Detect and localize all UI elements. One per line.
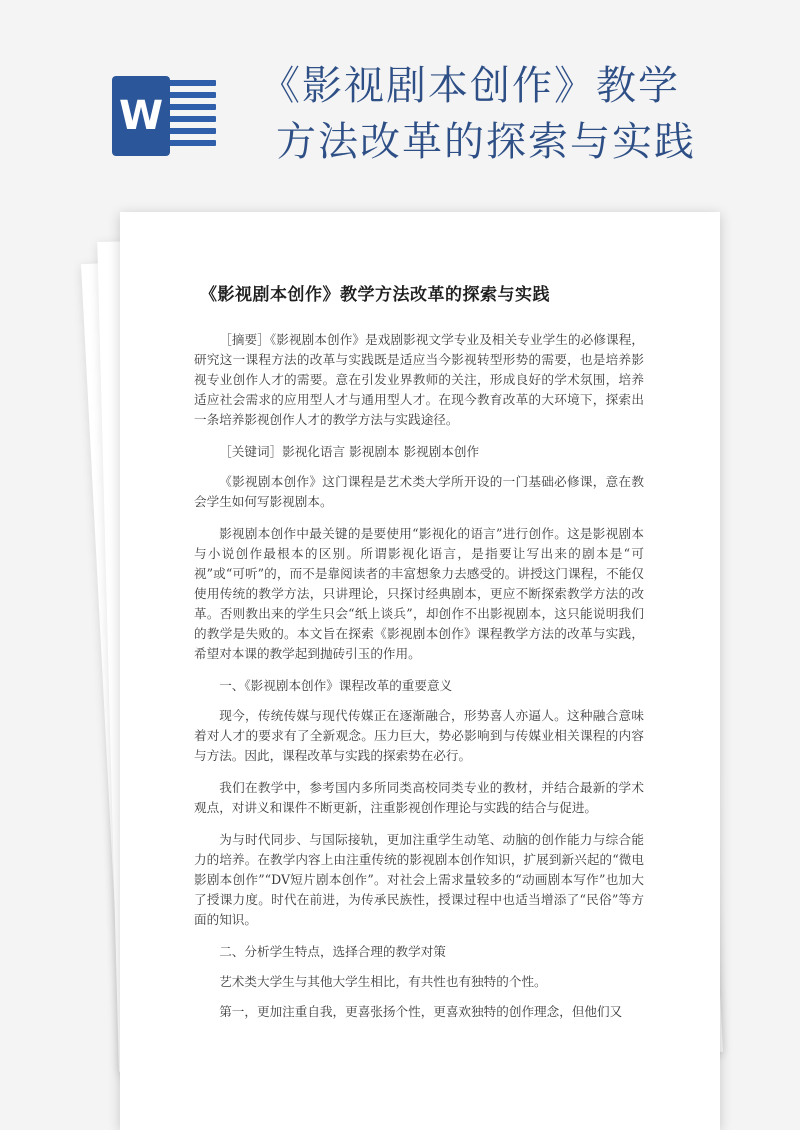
abstract-paragraph: ［摘要］《影视剧本创作》是戏剧影视文学专业及相关专业学生的必修课程，研究这一课程方法的改革与实践既是适应当今影视转型形势的需要，也是培养影视专业创作人才的需要。意在引发业界教师的关注，形成良好的学术氛围，培养适应社会需求的应用型人才与通用型人才。在现今教育改革的大环境下，探索出一条培养影视创作人才的教学方法与实践途径。 [194,332,644,427]
body-paragraph: 为与时代同步、与国际接轨，更加注重学生动笔、动脑的创作能力与综合能力的培养。在教学内容上由注重传统的影视剧本创作知识，扩展到新兴起的“微电影剧本创作”“DV短片剧本创作”。对社会上需求量较多的“动画剧本写作”也加大了授课力度。时代在前进，为传承民族性，授课过程中也适当增添了“民俗”等方面的知识。 [194,832,644,927]
word-logo-icon [112,66,220,166]
body-paragraph: 第一，更加注重自我，更喜张扬个性，更喜欢独特的创作理念，但他们又 [219,1004,623,1019]
body-paragraph: 艺术类大学生与其他大学生相比，有共性也有独特的个性。 [219,974,547,989]
page-headline [250,58,750,170]
document-body [194,330,644,1034]
document-title: 《影视剧本创作》教学方法改革的探索与实践 [200,285,550,305]
headline-line-1: 《影视剧本创作》教学 [260,63,680,109]
word-letter: W [118,93,164,139]
body-paragraph: 影视剧本创作中最关键的是要使用“影视化的语言”进行创作。这是影视剧本与小说创作最根本的区别。所谓影视化语言，是指要让写出来的剧本是“可视”或“可听”的，而不是靠阅读者的丰富想象力去感受的。讲授这门课程，不能仅使用传统的教学方法，只讲理论，只探讨经典剧本，更应不断探索教学方法的改革。否则教出来的学生只会“纸上谈兵”，却创作不出影视剧本，这只能说明我们的教学是失败的。本文旨在探索《影视剧本创作》课程教学方法的改革与实践，希望对本课的教学起到抛砖引玉的作用。 [194,526,644,661]
keywords-paragraph: ［关键词］影视化语言 影视剧本 影视剧本创作 [219,444,480,459]
body-paragraph: 我们在教学中，参考国内多所同类高校同类专业的教材，并结合最新的学术观点，对讲义和课件不断更新，注重影视创作理论与实践的结合与促进。 [194,780,644,815]
word-badge [112,76,170,156]
section-heading: 二、分析学生特点，选择合理的教学对策 [219,944,446,959]
section-heading: 一、《影视剧本创作》课程改革的重要意义 [219,678,453,693]
headline-line-2: 方法改革的探索与实践 [276,119,696,165]
document-page [120,212,720,1130]
body-paragraph: 现今，传统传媒与现代传媒正在逐渐融合，形势喜人亦逼人。这种融合意味着对人才的要求有了全新观念。压力巨大，势必影响到与传媒业相关课程的内容与方法。因此，课程改革与实践的探索势在必行。 [194,708,644,763]
body-paragraph: 《影视剧本创作》这门课程是艺术类大学所开设的一门基础必修课，意在教会学生如何写影视剧本。 [194,474,644,509]
